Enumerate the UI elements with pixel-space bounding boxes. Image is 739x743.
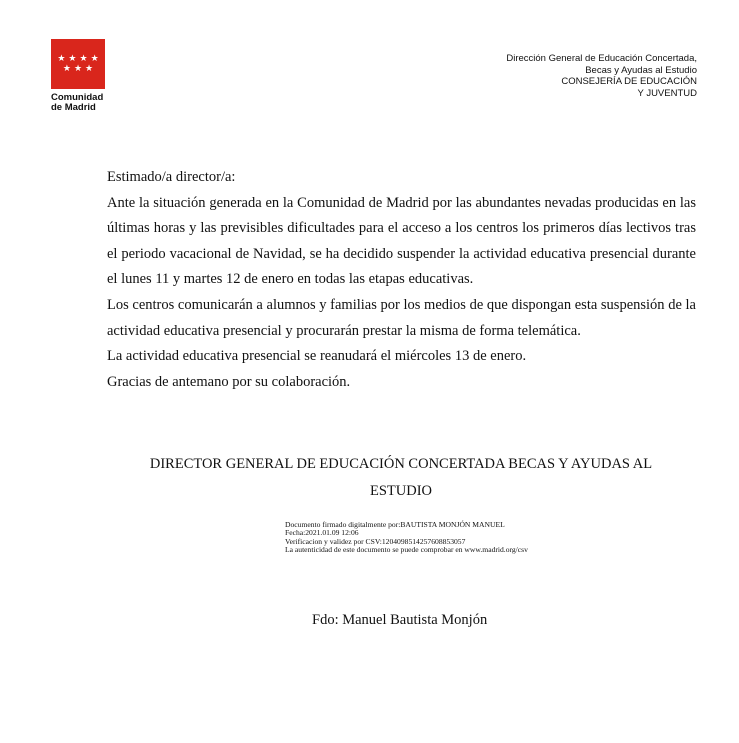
paragraph-communication: Los centros comunicarán a alumnos y familias por los medios de que dispongan esta suspensión de la actividad educativa presencial y procurarán prestar la misma de forma telemática. [107, 296, 696, 339]
logo-name-line2: de Madrid [51, 102, 96, 113]
header-line: Y JUVENTUD [637, 87, 697, 99]
department-header [506, 53, 697, 99]
star-icon: ★ [62, 64, 71, 74]
digital-signature-block [285, 521, 528, 555]
header-line: Becas y Ayudas al Estudio [585, 64, 697, 76]
signer-title-line1: DIRECTOR GENERAL DE EDUCACIÓN CONCERTADA BECAS Y AYUDAS AL [149, 456, 653, 472]
star-icon: ★ [73, 64, 83, 74]
signature-authenticity: La autenticidad de este documento se puede comprobar en www.madrid.org/csv [285, 545, 528, 555]
star-icon: ★ [85, 64, 94, 74]
paragraph-announcement: Ante la situación generada en la Comunidad de Madrid por las abundantes nevadas producidas en las últimas horas y las previsibles dificultades para el acceso a los centros los primeros días lectivos tras el periodo vacacional de Navidad, se ha decidido suspender la actividad educativa presencial durante el lunes 11 y martes 12 de enero en todas las etapas educativas. [107, 194, 696, 288]
logo-name-line1: Comunidad [51, 92, 104, 103]
letter-body [107, 165, 696, 395]
star-icon: ★ [68, 54, 77, 64]
logo-name [51, 93, 107, 113]
star-icon: ★ [90, 54, 99, 64]
signature-signed-by: Documento firmado digitalmente por:BAUTISTA MONJÓN MANUEL [285, 520, 505, 529]
paragraph-resumption: La actividad educativa presencial se reanudará el miércoles 13 de enero. [107, 348, 527, 365]
star-icon: ★ [57, 54, 66, 64]
signature-date: Fecha:2021.01.09 12:06 [285, 528, 359, 538]
header-line: CONSEJERÍA DE EDUCACIÓN [561, 76, 697, 87]
logo-stars-top [57, 54, 98, 64]
greeting: Estimado/a director/a: [107, 169, 236, 185]
signer-title [120, 451, 682, 505]
star-icon: ★ [79, 54, 88, 64]
logo-stars-bottom [63, 64, 93, 74]
signature-csv: Verificacion y validez por CSV:1204098514257608853057 [285, 536, 466, 546]
signed-name: Fdo: Manuel Bautista Monjón [312, 612, 488, 628]
signer-title-line2: ESTUDIO [369, 483, 433, 499]
logo-flag [51, 39, 105, 89]
header-line: Dirección General de Educación Concertada, [506, 53, 697, 64]
closing: Gracias de antemano por su colaboración. [107, 373, 351, 390]
comunidad-de-madrid-logo [51, 39, 107, 113]
